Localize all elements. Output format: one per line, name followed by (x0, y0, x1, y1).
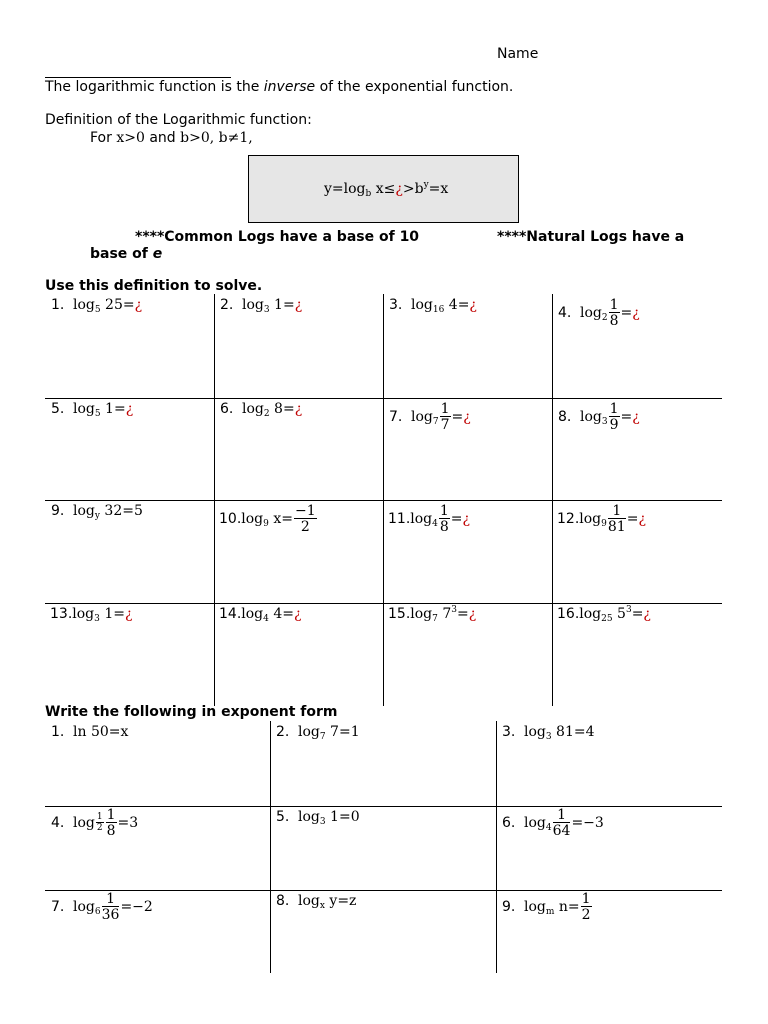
equals-sign: = (451, 409, 464, 425)
problem-number: 4. (51, 815, 65, 831)
log-word: log (411, 409, 433, 425)
problem-number: 11. (388, 511, 411, 527)
natural-logs-note: ****Natural Logs have a (497, 229, 685, 245)
log-argument-numerator: 1 (439, 503, 449, 519)
log-expression (298, 809, 360, 825)
cond-x: x>0 (116, 130, 145, 146)
log-word: log (410, 606, 433, 622)
answer-value: ¿ (134, 297, 143, 313)
formula-exp: y (423, 180, 429, 190)
answer-value: ¿ (124, 606, 133, 622)
log-base: 4 (432, 519, 438, 529)
equals-sign: = (120, 899, 133, 915)
answer-value: ¿ (463, 409, 471, 425)
definition-formula (324, 181, 448, 197)
solve-problem (51, 297, 142, 313)
formula-log: y=log (324, 181, 366, 197)
equals-sign: = (456, 606, 469, 622)
log-word: log (298, 893, 320, 909)
answer-value: ¿ (293, 606, 302, 622)
answer-numerator: −1 (294, 503, 316, 519)
log-expression (298, 724, 360, 740)
log-word: log (73, 401, 95, 417)
log-expression (72, 606, 132, 622)
log-base: y (94, 511, 100, 521)
formula-mark: ¿ (395, 181, 403, 197)
answer-value: −2 (132, 899, 153, 915)
problem-number: 7. (389, 409, 403, 425)
equals-sign: = (567, 899, 580, 915)
log-expression (241, 606, 301, 622)
log-expression (410, 606, 476, 622)
problem-number: 1. (51, 297, 65, 313)
log-expression (411, 401, 471, 433)
section2-title: Write the following in exponent form (45, 704, 338, 720)
log-argument-numerator: 1 (609, 297, 619, 313)
natural-logs-note-cont (90, 246, 162, 262)
answer-value: 1 (350, 724, 360, 740)
log-word: log (241, 606, 264, 622)
problem-number: 9. (51, 503, 65, 519)
problem-number: 8. (276, 893, 290, 909)
log-word: log (241, 511, 264, 527)
log-expression (73, 807, 139, 839)
solve-problem (558, 298, 640, 328)
log-argument: x (268, 511, 282, 527)
log-expression (524, 807, 604, 839)
for-text: For (90, 130, 117, 146)
answer-value: ¿ (294, 297, 303, 313)
log-base: 4 (545, 823, 552, 833)
problem-number: 3. (389, 297, 403, 313)
log-base: 16 (432, 305, 445, 315)
problem-number: 16. (557, 606, 580, 622)
problem-number: 1. (51, 724, 65, 740)
solve-problem (50, 606, 132, 622)
name-label: Name (497, 46, 539, 62)
equals-sign: = (631, 606, 644, 622)
log-argument: 1 (100, 401, 114, 417)
equals-sign: = (457, 297, 470, 313)
log-word: log (524, 724, 546, 740)
log-word: log (579, 511, 602, 527)
definition-box (248, 155, 519, 223)
log-base: 7 (432, 614, 438, 624)
answer-value: ¿ (469, 297, 477, 313)
log-argument-fraction (608, 504, 626, 534)
solve-problem (389, 297, 477, 313)
log-base-numerator: 1 (96, 812, 103, 822)
log-argument: 8 (269, 401, 283, 417)
solve-problem (558, 402, 640, 432)
intro-sentence (45, 79, 513, 95)
common-logs-note: ****Common Logs have a base of 10 (135, 229, 420, 245)
log-expression (410, 503, 471, 535)
problem-number: 15. (388, 606, 411, 622)
solve-problem (388, 606, 476, 622)
log-argument-fraction (102, 892, 120, 922)
log-base: 2 (263, 409, 270, 419)
log-word: log (524, 899, 546, 915)
log-base: 7 (432, 417, 439, 427)
exponent-problem (51, 892, 153, 922)
formula-end: =x (428, 181, 449, 197)
equals-sign: = (338, 724, 351, 740)
problem-number: 6. (220, 401, 234, 417)
grid1-row-divider (45, 500, 722, 501)
log-base: 2 (601, 313, 608, 323)
problem-number: 5. (276, 809, 290, 825)
log-expression (242, 401, 302, 417)
log-base-denominator: 2 (96, 823, 103, 833)
definition-heading: Definition of the Logarithmic function: (45, 112, 312, 128)
answer-value: ¿ (632, 409, 640, 425)
equals-sign: = (281, 511, 293, 527)
expression-text: ln 50=x (73, 724, 129, 740)
problem-number: 7. (51, 899, 65, 915)
log-word: log (242, 297, 264, 313)
equals-sign: = (282, 297, 295, 313)
equals-sign: = (113, 606, 125, 622)
equals-sign: = (571, 815, 584, 831)
name-underline (45, 77, 231, 78)
argument-exponent: 3 (451, 605, 457, 615)
answer-value: ¿ (125, 401, 134, 417)
log-argument-fraction (609, 402, 620, 432)
solve-problem (51, 503, 143, 519)
equals-sign: = (626, 511, 639, 527)
problem-number: 2. (220, 297, 234, 313)
log-expression (579, 606, 651, 622)
log-base: 3 (263, 305, 270, 315)
log-word: log (73, 899, 95, 915)
log-base: 4 (263, 614, 269, 624)
intro-em: inverse (263, 79, 316, 95)
log-base: 3 (601, 417, 608, 427)
answer-value: 0 (350, 809, 360, 825)
grid1-row-divider (45, 603, 722, 604)
equals-sign: = (122, 297, 135, 313)
intro-post: of the exponential function. (315, 79, 514, 95)
log-word: log (411, 297, 433, 313)
equals-sign: = (122, 503, 134, 519)
intro-pre: The logarithmic function is the (45, 79, 264, 95)
log-argument: 1 (99, 606, 114, 622)
log-base: 3 (319, 817, 326, 827)
log-base: 25 (601, 614, 613, 624)
answer-fraction (581, 892, 592, 922)
log-argument: 1 (325, 809, 339, 825)
log-argument-fraction (439, 504, 450, 534)
argument-exponent: 3 (625, 605, 632, 615)
answer-value: −3 (583, 815, 604, 831)
log-expression (580, 401, 640, 433)
log-base: 6 (94, 907, 101, 917)
exponent-problem (276, 809, 360, 825)
problem-number: 10. (219, 511, 242, 527)
log-argument-denominator: 81 (607, 519, 626, 535)
log-expression (411, 297, 477, 313)
log-argument-numerator: 1 (106, 807, 116, 823)
log-argument-fraction (440, 402, 451, 432)
log-argument-denominator: 7 (440, 417, 450, 433)
problem-number: 5. (51, 401, 65, 417)
solve-problem (219, 606, 301, 622)
grid2-row-divider (45, 890, 722, 891)
problem-number: 14. (219, 606, 242, 622)
log-base: 9 (263, 519, 269, 529)
log-argument-numerator: 1 (440, 401, 450, 417)
log-expression (524, 891, 593, 923)
log-word: log (73, 297, 95, 313)
log-base: 7 (319, 732, 326, 742)
formula-base: b (365, 189, 372, 199)
log-base: 5 (94, 409, 101, 419)
log-argument-fraction (609, 298, 620, 328)
log-word: log (73, 503, 95, 519)
solve-problem (220, 297, 302, 313)
solve-problem (557, 606, 651, 622)
and-text: and (144, 130, 181, 146)
log-expression (73, 503, 143, 519)
problem-number: 13. (50, 606, 73, 622)
log-base-fraction (96, 813, 104, 833)
log-argument-numerator: 1 (608, 504, 626, 519)
log-expression (579, 503, 646, 535)
log-word: log (72, 606, 95, 622)
log-expression (73, 297, 142, 313)
problem-number: 8. (558, 409, 572, 425)
log-base: 3 (545, 732, 552, 742)
exponent-problem (51, 724, 128, 740)
log-argument-denominator: 64 (552, 823, 571, 839)
equals-sign: = (620, 409, 633, 425)
solve-problem (388, 504, 470, 534)
answer-value: ¿ (643, 606, 651, 622)
exponent-problem (276, 893, 356, 909)
log-argument: 7 (437, 606, 452, 622)
problem-number: 4. (558, 305, 572, 321)
formula-arg: x≤ (371, 181, 396, 197)
solve-problem (51, 401, 133, 417)
answer-denominator: 2 (300, 519, 310, 535)
answer-value: ¿ (638, 511, 646, 527)
log-argument-numerator: 1 (609, 401, 619, 417)
exponent-problem (502, 808, 604, 838)
equals-sign: = (338, 809, 351, 825)
log-base: 5 (94, 305, 101, 315)
grid2-row-divider (45, 806, 722, 807)
log-base: x (319, 901, 325, 911)
solve-problem (219, 504, 318, 534)
log-argument-fraction (106, 808, 117, 838)
section1-title: Use this definition to solve. (45, 278, 263, 294)
solve-problem (557, 504, 646, 534)
log-argument-denominator: 8 (439, 519, 449, 535)
log-argument-denominator: 9 (609, 417, 619, 433)
answer-value: 5 (133, 503, 143, 519)
log-expression (73, 724, 128, 740)
equals-sign: = (117, 815, 130, 831)
log-argument-denominator: 36 (101, 907, 120, 923)
log-argument: 4 (268, 606, 283, 622)
answer-numerator: 1 (581, 891, 591, 907)
log-expression (242, 297, 302, 313)
log-argument-numerator: 1 (553, 808, 571, 823)
equals-sign: = (620, 305, 633, 321)
answer-value: 4 (585, 724, 595, 740)
log-argument: 81 (551, 724, 574, 740)
equals-sign: = (113, 401, 126, 417)
exponent-problem (502, 892, 593, 922)
answer-value: z (349, 893, 357, 909)
answer-value: ¿ (468, 606, 477, 622)
natural-e: e (152, 246, 163, 262)
grid2-column-divider (496, 721, 497, 973)
log-expression (73, 401, 133, 417)
log-word: log (524, 815, 546, 831)
answer-fraction (294, 504, 317, 534)
solve-problem (389, 402, 471, 432)
log-argument: 32 (99, 503, 123, 519)
definition-conditions (90, 130, 253, 146)
log-word: log (73, 815, 95, 831)
answer-value: ¿ (632, 305, 640, 321)
log-expression (298, 893, 356, 909)
log-base: 9 (601, 519, 607, 529)
answer-value: ¿ (462, 511, 471, 527)
problem-number: 12. (557, 511, 580, 527)
problem-number: 6. (502, 815, 516, 831)
log-expression (241, 503, 317, 535)
log-argument-fraction (553, 808, 571, 838)
log-argument-denominator: 8 (106, 823, 116, 839)
problem-number: 2. (276, 724, 290, 740)
log-argument: n (554, 899, 568, 915)
equals-sign: = (450, 511, 463, 527)
problem-number: 9. (502, 899, 516, 915)
formula-right: >b (402, 181, 424, 197)
log-argument: 7 (325, 724, 339, 740)
log-expression (580, 297, 640, 329)
log-base: m (545, 907, 555, 917)
log-argument-denominator: 8 (609, 313, 619, 329)
equals-sign: = (573, 724, 586, 740)
equals-sign: = (337, 893, 350, 909)
problem-number: 3. (502, 724, 516, 740)
log-word: log (580, 409, 602, 425)
grid2-column-divider (270, 721, 271, 973)
log-expression (73, 891, 153, 923)
exponent-problem (51, 808, 138, 838)
log-word: log (580, 305, 602, 321)
log-argument: 1 (269, 297, 283, 313)
log-base: 3 (94, 614, 100, 624)
log-word: log (298, 724, 320, 740)
equals-sign: = (282, 606, 294, 622)
log-word: log (298, 809, 320, 825)
log-argument: 4 (444, 297, 458, 313)
natural-cont-text: base of (90, 246, 153, 262)
solve-problem (220, 401, 302, 417)
exponent-problem (276, 724, 360, 740)
log-word: log (242, 401, 264, 417)
log-argument: y (324, 893, 338, 909)
log-word: log (410, 511, 433, 527)
answer-denominator: 2 (581, 907, 591, 923)
log-argument: 25 (100, 297, 123, 313)
answer-value: ¿ (294, 401, 303, 417)
log-argument: 5 (612, 606, 626, 622)
grid1-row-divider (45, 398, 722, 399)
equals-sign: = (282, 401, 295, 417)
exponent-problem (502, 724, 595, 740)
log-expression (524, 724, 595, 740)
cond-b: b>0, b≠1, (180, 130, 253, 146)
answer-value: 3 (129, 815, 139, 831)
log-argument-numerator: 1 (102, 892, 120, 907)
log-word: log (579, 606, 602, 622)
